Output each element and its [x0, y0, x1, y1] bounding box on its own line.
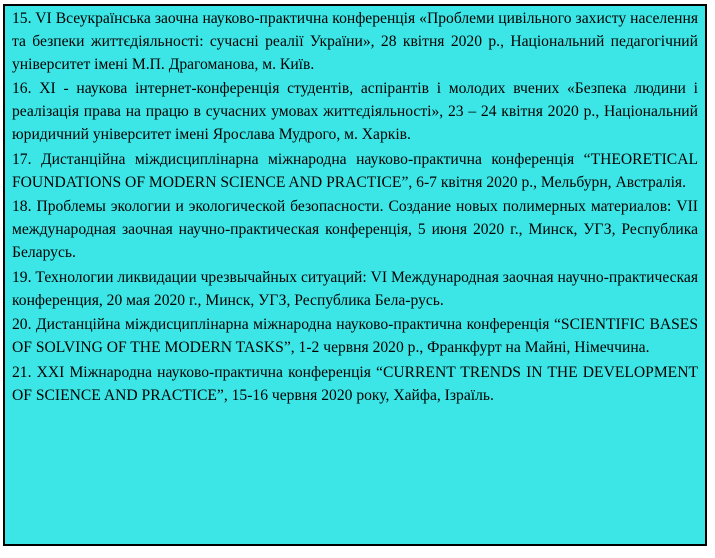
- conference-entry-18: 18. Проблемы экологии и экологической безопасности. Создание новых полимерных материалов: VII международная заочная научно-практическая конференція, 5 июня 2020 г., Минск, УГЗ, Республика Беларусь.: [12, 198, 698, 261]
- conference-entry-17: 17. Дистанційна міждисциплінарна міжнародна науково-практична конференція “THEORETICAL FOUNDATIONS OF MODERN SCIENCE AND PRACTICE”, 6-7 квітня 2020 р., Мельбурн, Австралія.: [12, 150, 698, 191]
- conference-entry-15: 15. VI Всеукраїнська заочна науково-практична конференція «Проблеми цивільного захисту населення та безпеки життєдіяльності: сучасні реалії України», 28 квітня 2020 р., Національний педагогічний університет імені М.П. Драгоманова, м. Київ.: [12, 10, 698, 73]
- conference-entry-19: 19. Технологии ликвидации чрезвычайных ситуаций: VI Международная заочная научно-практическая конференция, 20 мая 2020 г., Минск, УГЗ, Республика Бела-русь.: [12, 268, 698, 309]
- conference-entry-16: 16. XI - наукова інтернет-конференція студентів, аспірантів і молодих вчених «Безпека людини і реалізація права на працю в сучасних умовах життєдіяльності», 23 – 24 квітня 2020 р., Національний юридичний університет імені Ярослава Мудрого, м. Харків.: [12, 80, 698, 143]
- conference-entry-21: 21. XXI Міжнародна науково-практична конференція “CURRENT TRENDS IN THE DEVELOPMENT OF SCIENCE AND PRACTICE”, 15-16 червня 2020 року, Хайфа, Ізраїль.: [12, 363, 698, 404]
- conference-entry-20: 20. Дистанційна міждисциплінарна міжнародна науково-практична конференція “SCIENTIFIC BASES OF SOLVING OF THE MODERN TASKS”, 1-2 червня 2020 р., Франкфурт на Майні, Німеччина.: [12, 316, 698, 357]
- conference-list-panel: [3, 4, 707, 546]
